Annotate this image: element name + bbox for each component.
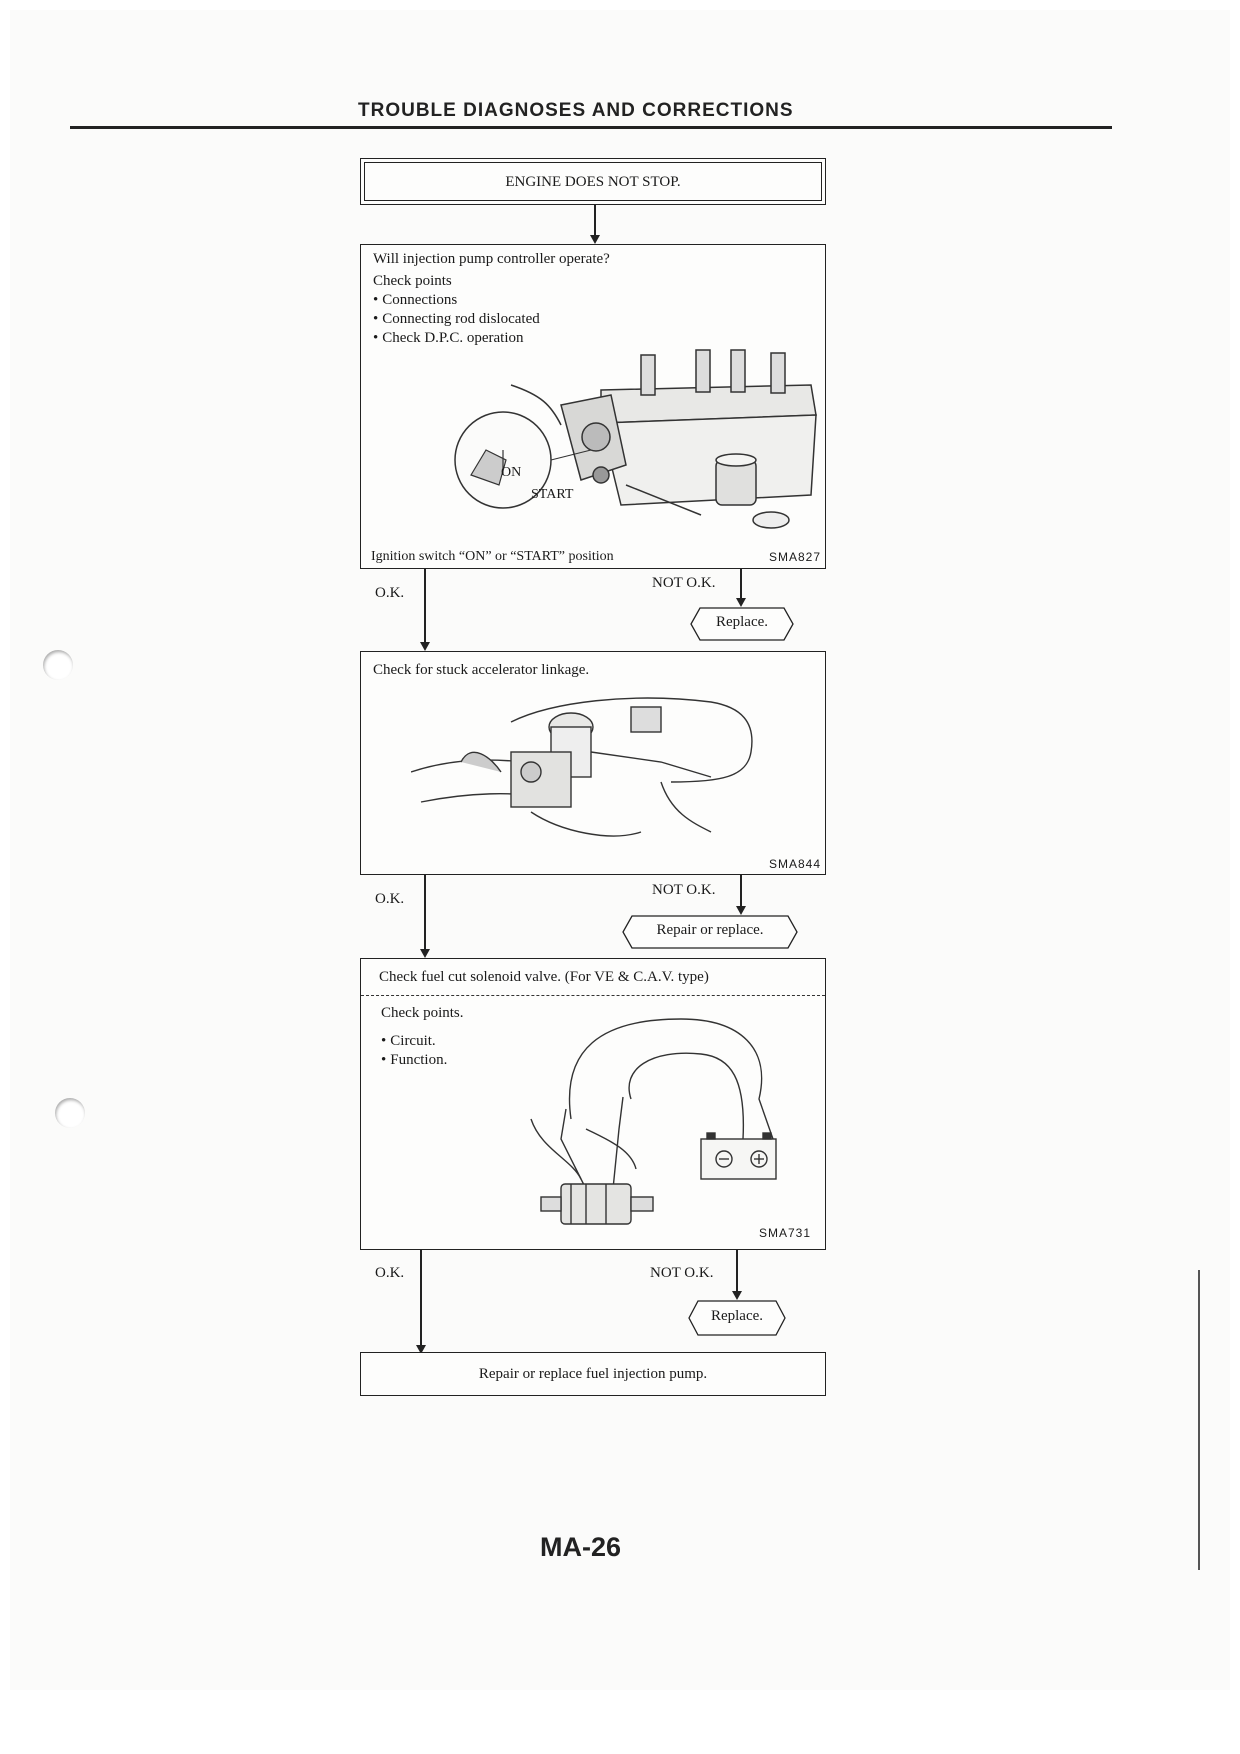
- step1-box: [360, 244, 826, 569]
- step3-action: Replace.: [710, 1308, 764, 1324]
- arrow-down: [736, 598, 746, 607]
- step1-ok-label: O.K.: [375, 585, 405, 601]
- injection-pump-illustration: [451, 345, 821, 545]
- arrow-down: [590, 235, 600, 244]
- not-ok-connector: [740, 569, 742, 601]
- end-label: Repair or replace fuel injection pump.: [478, 1366, 708, 1382]
- step1-action: Replace.: [715, 614, 769, 630]
- step1-item: • Connections: [373, 290, 457, 310]
- page-number: MA-26: [540, 1532, 622, 1562]
- step3-ok-label: O.K.: [375, 1265, 405, 1281]
- step1-not-ok-label: NOT O.K.: [652, 575, 716, 591]
- step1-item: • Check D.P.C. operation: [373, 328, 524, 348]
- not-ok-connector: [740, 875, 742, 908]
- margin-mark: [1198, 1270, 1200, 1570]
- binder-hole: [55, 1098, 85, 1128]
- step2-box: [360, 651, 826, 875]
- step3-question: Check fuel cut solenoid valve. (For VE & C.A.V. type): [379, 969, 709, 985]
- binder-hole: [43, 650, 73, 680]
- solenoid-valve-test-illustration: [511, 1009, 811, 1229]
- step3-check-label: Check points.: [381, 1005, 464, 1021]
- step3-box: [360, 958, 826, 1250]
- step2-action-box: [622, 915, 798, 949]
- step3-item: • Function.: [381, 1050, 447, 1070]
- start-box: [360, 158, 826, 205]
- step3-figure-code: SMA731: [758, 1226, 811, 1240]
- arrow-down: [732, 1291, 742, 1300]
- section-title: TROUBLE DIAGNOSES AND CORRECTIONS: [358, 100, 794, 121]
- arrow-down: [420, 642, 430, 651]
- step1-check-label: Check points: [373, 273, 452, 289]
- step3-not-ok-label: NOT O.K.: [650, 1265, 714, 1281]
- header-rule: [70, 126, 1112, 129]
- ok-connector: [420, 1250, 422, 1348]
- start-label: ENGINE DOES NOT STOP.: [505, 174, 681, 190]
- step3-item: • Circuit.: [381, 1031, 436, 1051]
- step1-item: • Connecting rod dislocated: [373, 309, 540, 329]
- step2-action: Repair or replace.: [656, 922, 764, 938]
- not-ok-connector: [736, 1250, 738, 1294]
- ok-connector: [424, 569, 426, 644]
- step2-question: Check for stuck accelerator linkage.: [373, 662, 590, 678]
- step2-not-ok-label: NOT O.K.: [652, 882, 716, 898]
- step2-ok-label: O.K.: [375, 891, 405, 907]
- step3-action-box: [688, 1300, 786, 1336]
- arrow-down: [420, 949, 430, 958]
- connector: [594, 205, 596, 237]
- arrow-down: [736, 906, 746, 915]
- step1-question: Will injection pump controller operate?: [373, 251, 610, 267]
- step1-action-box: [690, 607, 794, 641]
- step1-caption: Ignition switch “ON” or “START” position: [371, 549, 614, 564]
- on-label: ON: [501, 465, 522, 480]
- accelerator-linkage-illustration: [411, 682, 791, 852]
- end-box: [360, 1352, 826, 1396]
- ok-connector: [424, 875, 426, 951]
- step2-figure-code: SMA844: [768, 857, 821, 871]
- step1-figure-code: SMA827: [768, 550, 821, 564]
- start-position-label: START: [531, 487, 574, 502]
- dashed-divider: [361, 995, 825, 996]
